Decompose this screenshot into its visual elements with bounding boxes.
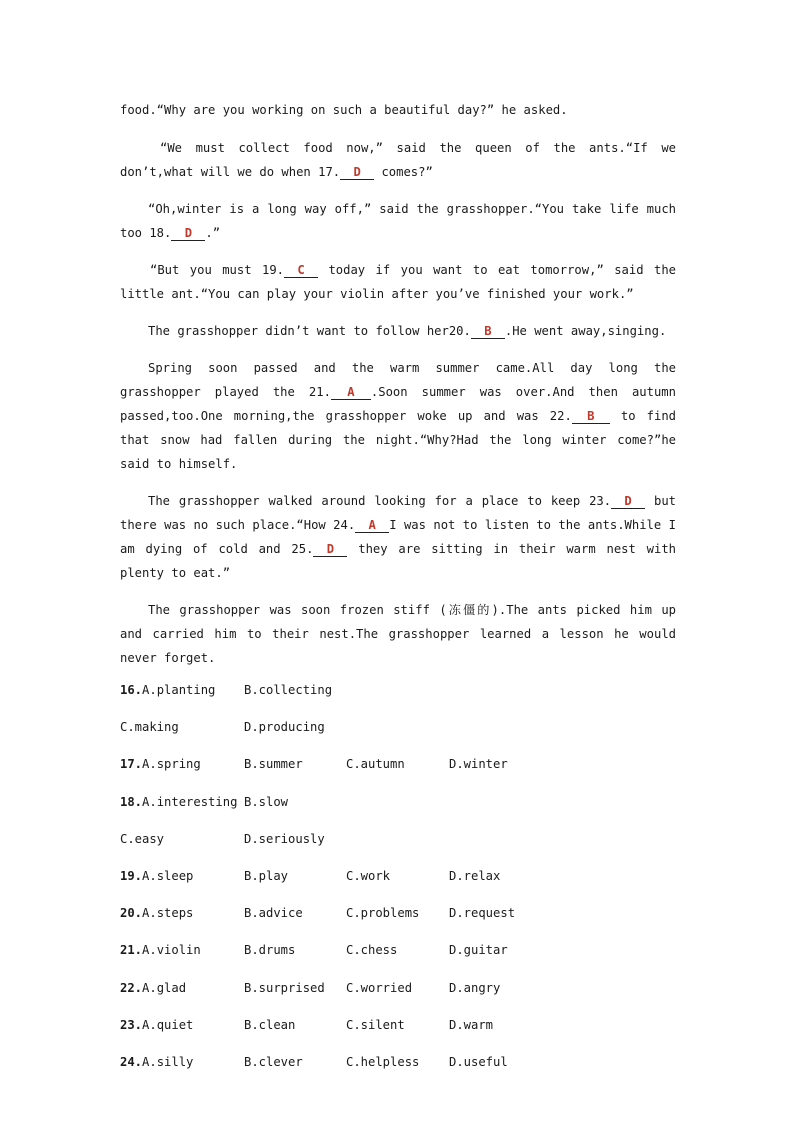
answer-blank-25: D <box>313 542 347 557</box>
option-b: B.summer <box>244 757 303 772</box>
answer-blank-19: C <box>284 263 318 278</box>
option-row <box>120 757 676 794</box>
option-row <box>120 1055 676 1092</box>
answer-blank-24: A <box>355 518 389 533</box>
option-a: A.interesting <box>142 794 238 809</box>
option-row <box>120 683 676 720</box>
passage-paragraph-2: “We must collect food now,” said the queen of the ants.“If we don’t,what will we do when 17. D comes?” <box>120 141 676 179</box>
option-c: C.easy <box>120 831 165 846</box>
option-b: B.drums <box>244 943 296 958</box>
option-c: C.making <box>120 720 179 735</box>
option-a: A.spring <box>142 757 201 772</box>
option-row <box>120 1018 676 1055</box>
option-a: A.planting <box>142 683 216 697</box>
option-row <box>120 943 676 980</box>
worksheet-page <box>120 98 676 1092</box>
answer-blank-23: D <box>611 494 645 509</box>
option-row <box>120 795 676 832</box>
passage-paragraph-5: The grasshopper didn’t want to follow her20. B .He went away,singing. <box>148 324 667 338</box>
passage-paragraph-8: The grasshopper was soon frozen stiff (冻僵的).The ants picked him up and carried him to their nest.The grasshopper learned a lesson he would never forget. <box>120 603 676 665</box>
option-a: A.violin <box>142 943 201 958</box>
option-d: D.angry <box>449 980 501 995</box>
option-b: B.clean <box>244 1017 296 1032</box>
passage-paragraph-4: “But you must 19. C today if you want to eat tomorrow,” said the little ant.“You can play your violin after you’ve finished your work.” <box>120 263 676 301</box>
option-c: C.autumn <box>346 757 405 772</box>
option-d: D.useful <box>449 1054 508 1069</box>
option-b: B.advice <box>244 906 303 921</box>
question-number: 18. <box>120 794 143 809</box>
option-c: C.worried <box>346 980 413 995</box>
option-d: D.producing <box>244 720 325 735</box>
option-a: A.quiet <box>142 1017 194 1032</box>
answer-blank-17: D <box>340 165 374 180</box>
question-number: 24. <box>120 1054 143 1069</box>
question-number: 19. <box>120 868 143 883</box>
option-c: C.chess <box>346 943 398 958</box>
answer-blank-22: B <box>572 409 610 424</box>
answer-options <box>120 683 676 1092</box>
option-a: A.silly <box>142 1054 194 1069</box>
option-a: A.sleep <box>142 868 194 883</box>
option-d: D.seriously <box>244 831 325 846</box>
answer-blank-21: A <box>331 385 371 400</box>
question-number: 17. <box>120 757 143 772</box>
option-c: C.work <box>346 868 391 883</box>
question-number: 16. <box>120 683 143 697</box>
question-number: 23. <box>120 1017 143 1032</box>
option-d: D.request <box>449 906 516 921</box>
option-row <box>120 906 676 943</box>
passage-paragraph-3: “Oh,winter is a long way off,” said the grasshopper.“You take life much too 18. D .” <box>120 202 676 240</box>
option-b: B.clever <box>244 1054 303 1069</box>
option-a: A.steps <box>142 906 194 921</box>
option-d: D.winter <box>449 757 508 772</box>
passage-paragraph-7: The grasshopper walked around looking for a place to keep 23. D but there was no such place.“How 24. A I was not to listen to the ants.While I am dying of cold and 25. D they are sitting in their warm nest with plenty to eat.” <box>120 494 676 580</box>
option-c: C.helpless <box>346 1054 420 1069</box>
passage-paragraph-6: Spring soon passed and the warm summer came.All day long the grasshopper played the 21. A .Soon summer was over.And then autumn passed,too.One morning,the grasshopper woke up and was 22. B to find that snow had fallen during the night.“Why?Had the long winter come?”he said to himself. <box>120 361 677 471</box>
option-c: C.problems <box>346 906 420 921</box>
question-number: 21. <box>120 943 143 958</box>
option-b: B.slow <box>244 794 289 809</box>
option-a: A.glad <box>142 980 187 995</box>
option-row <box>120 720 676 757</box>
option-row <box>120 981 676 1018</box>
answer-blank-20: B <box>471 324 505 339</box>
option-row <box>120 832 676 869</box>
question-number: 20. <box>120 906 143 921</box>
option-b: B.collecting <box>244 683 333 697</box>
option-b: B.play <box>244 868 289 883</box>
option-d: D.relax <box>449 868 501 883</box>
option-b: B.surprised <box>244 980 325 995</box>
option-d: D.guitar <box>449 943 508 958</box>
option-c: C.silent <box>346 1017 405 1032</box>
passage-paragraph-1: food.“Why are you working on such a beautiful day?” he asked. <box>120 103 568 117</box>
option-row <box>120 869 676 906</box>
answer-blank-18: D <box>171 226 205 241</box>
option-d: D.warm <box>449 1017 494 1032</box>
question-number: 22. <box>120 980 143 995</box>
